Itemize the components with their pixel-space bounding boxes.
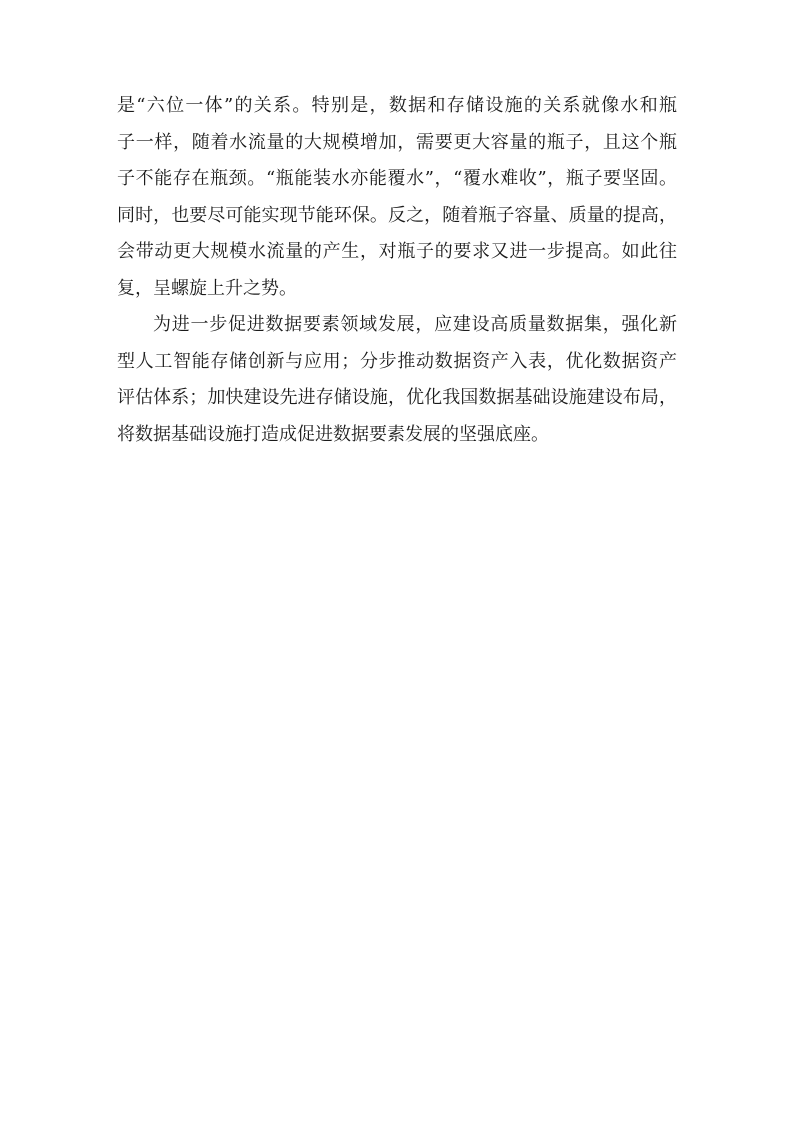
text-line: 将数据基础设施打造成促进数据要素发展的坚强底座。 <box>117 423 549 445</box>
text-line: 型人工智能存储创新与应用；分步推动数据资产入表，优化数据资产 <box>117 350 677 372</box>
text-line: 会带动更大规模水流量的产生，对瓶子的要求又进一步提高。如此往 <box>117 241 677 262</box>
text-line: 子不能存在瓶颈。“瓶能装水亦能覆水”，“覆水难收”，瓶子要坚固。 <box>117 168 677 189</box>
text-line: 为进一步促进数据要素领域发展，应建设高质量数据集，强化新 <box>153 314 677 335</box>
paragraph-2 <box>117 307 677 453</box>
text-line: 是“六位一体”的关系。特别是，数据和存储设施的关系就像水和瓶 <box>117 95 677 116</box>
text-line: 同时，也要尽可能实现节能环保。反之，随着瓶子容量、质量的提高， <box>117 204 677 226</box>
body-text <box>117 88 677 453</box>
text-line: 子一样，随着水流量的大规模增加，需要更大容量的瓶子，且这个瓶 <box>117 131 677 153</box>
paragraph-1 <box>117 88 677 307</box>
text-line: 评估体系；加快建设先进存储设施，优化我国数据基础设施建设布局， <box>117 387 677 408</box>
text-line: 复，呈螺旋上升之势。 <box>117 277 297 299</box>
